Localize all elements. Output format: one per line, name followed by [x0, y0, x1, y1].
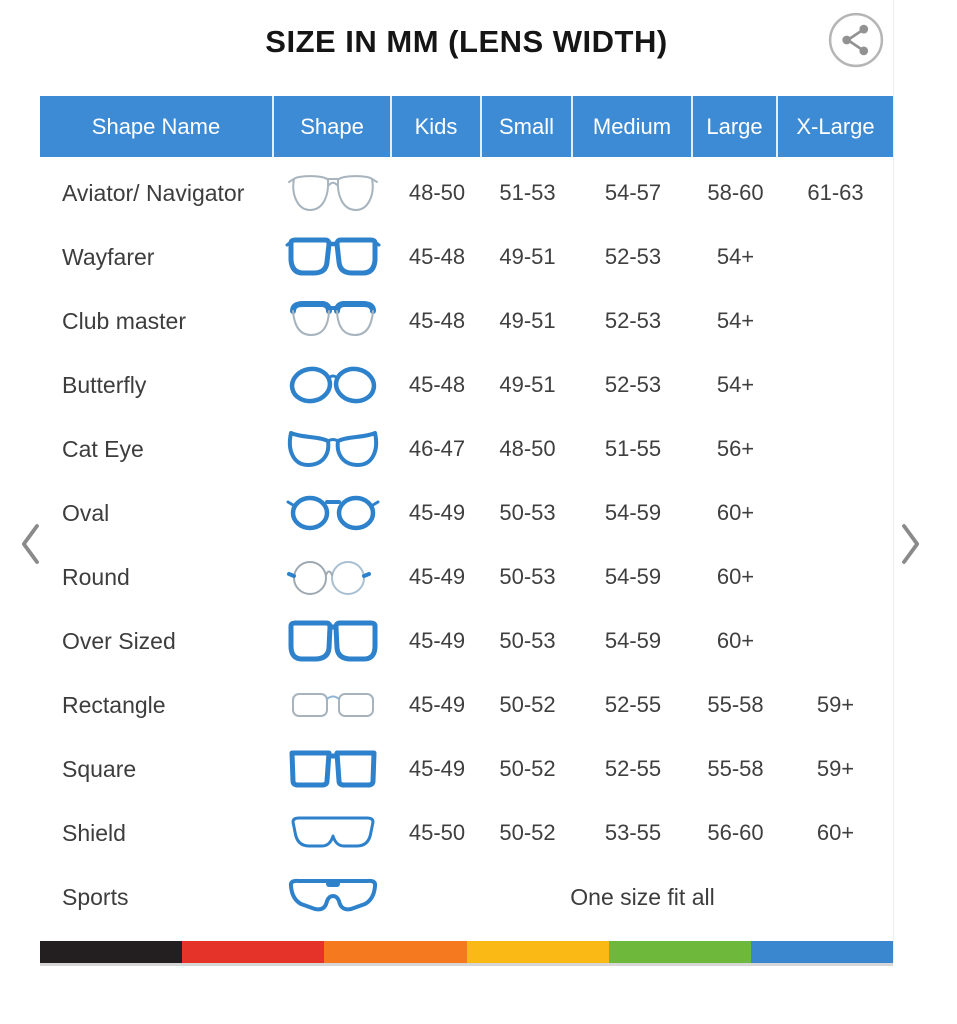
size-value-small: 49-51	[499, 244, 556, 269]
size-chart-widget	[40, 0, 893, 968]
size-value-kids: 45-49	[408, 692, 466, 717]
stripe-segment-1	[40, 941, 182, 963]
shape-name-label: Oval	[62, 499, 110, 526]
brand-color-stripe	[40, 941, 893, 963]
carousel-next-button[interactable]	[895, 520, 925, 568]
card-right-edge	[893, 0, 894, 962]
size-value-medium: 52-53	[604, 308, 662, 333]
column-header-shape: Shape	[274, 96, 392, 157]
butterfly-glasses-icon	[274, 361, 392, 409]
size-value-kids: 46-47	[408, 436, 466, 461]
table-row-butterfly	[40, 353, 893, 417]
size-value-small: 50-52	[499, 692, 556, 717]
size-value-kids: 45-48	[408, 308, 466, 333]
table-row-shield	[40, 801, 893, 865]
column-header-large: Large	[693, 96, 778, 157]
size-value-medium: 52-55	[604, 756, 662, 781]
carousel-prev-button[interactable]	[16, 520, 46, 568]
size-value-x-large: 61-63	[807, 180, 864, 205]
size-value-small: 50-53	[499, 564, 556, 589]
size-value-large: 56+	[716, 436, 755, 461]
cateye-glasses-icon	[274, 425, 392, 473]
size-value-large: 54+	[716, 308, 755, 333]
shape-name-label: Over Sized	[62, 627, 176, 654]
size-value-kids: 48-50	[408, 180, 466, 205]
table-row-wayfarer	[40, 225, 893, 289]
size-value-small: 50-52	[499, 820, 556, 845]
size-value-kids: 45-48	[408, 372, 466, 397]
table-row-aviator-navigator	[40, 161, 893, 225]
size-value-kids: 45-49	[408, 564, 466, 589]
share-button[interactable]	[827, 11, 885, 69]
table-row-oval	[40, 481, 893, 545]
size-value-large: 54+	[716, 372, 755, 397]
size-value-kids: 45-49	[408, 756, 466, 781]
size-value-medium: 52-55	[604, 692, 662, 717]
column-header-small: Small	[482, 96, 573, 157]
one-size-note: One size fit all	[570, 883, 715, 910]
size-value-kids: 45-50	[408, 820, 466, 845]
table-row-over-sized	[40, 609, 893, 673]
share-icon	[827, 57, 885, 72]
table-row-square	[40, 737, 893, 801]
size-value-large: 60+	[716, 628, 755, 653]
shape-name-label: Cat Eye	[62, 435, 144, 462]
size-value-small: 50-53	[499, 628, 556, 653]
oval-glasses-icon	[274, 489, 392, 537]
chevron-right-icon	[895, 556, 925, 571]
table-row-cat-eye	[40, 417, 893, 481]
size-value-large: 60+	[716, 564, 755, 589]
size-value-medium: 52-53	[604, 372, 662, 397]
size-value-x-large: 59+	[816, 692, 855, 717]
size-value-large: 54+	[716, 244, 755, 269]
size-value-medium: 52-53	[604, 244, 662, 269]
table-row-round	[40, 545, 893, 609]
size-value-medium: 54-57	[604, 180, 662, 205]
shape-name-label: Round	[62, 563, 130, 590]
size-value-small: 51-53	[499, 180, 556, 205]
size-value-small: 49-51	[499, 372, 556, 397]
stripe-segment-2	[182, 941, 324, 963]
size-value-medium: 54-59	[604, 564, 662, 589]
size-value-large: 55-58	[707, 756, 764, 781]
wayfarer-glasses-icon	[274, 233, 392, 281]
shape-name-label: Wayfarer	[62, 243, 155, 270]
chevron-left-icon	[16, 556, 46, 571]
round-glasses-icon	[274, 553, 392, 601]
size-value-medium: 51-55	[604, 436, 662, 461]
size-value-kids: 45-48	[408, 244, 466, 269]
column-header-kids: Kids	[392, 96, 482, 157]
size-value-large: 55-58	[707, 692, 764, 717]
square-glasses-icon	[274, 745, 392, 793]
column-header-medium: Medium	[573, 96, 693, 157]
stripe-segment-4	[467, 941, 609, 963]
size-value-kids: 45-49	[408, 628, 466, 653]
size-value-x-large: 60+	[816, 820, 855, 845]
size-value-medium: 53-55	[604, 820, 662, 845]
shape-name-label: Aviator/ Navigator	[62, 179, 245, 206]
table-row-sports	[40, 865, 893, 929]
shape-name-label: Club master	[62, 307, 186, 334]
size-value-medium: 54-59	[604, 628, 662, 653]
aviator-glasses-icon	[274, 169, 392, 217]
oversized-glasses-icon	[274, 617, 392, 665]
table-row-club-master	[40, 289, 893, 353]
shape-name-label: Butterfly	[62, 371, 147, 398]
size-value-small: 50-52	[499, 756, 556, 781]
column-header-x-large: X-Large	[796, 113, 875, 139]
sports-glasses-icon	[274, 873, 392, 921]
stripe-segment-5	[609, 941, 751, 963]
size-value-large: 56-60	[707, 820, 764, 845]
shape-name-label: Sports	[62, 883, 129, 910]
shape-name-label: Rectangle	[62, 691, 166, 718]
stripe-segment-3	[324, 941, 466, 963]
shape-name-label: Square	[62, 755, 137, 782]
shape-name-label: Shield	[62, 819, 126, 846]
size-value-small: 50-53	[499, 500, 556, 525]
shield-glasses-icon	[274, 809, 392, 857]
table-body	[40, 161, 893, 929]
size-value-kids: 45-49	[408, 500, 466, 525]
page-title: SIZE IN MM (LENS WIDTH)	[265, 24, 668, 59]
size-value-small: 48-50	[499, 436, 556, 461]
size-value-small: 49-51	[499, 308, 556, 333]
size-value-large: 58-60	[707, 180, 764, 205]
clubmaster-glasses-icon	[274, 297, 392, 345]
stripe-segment-6	[751, 941, 893, 963]
size-value-large: 60+	[716, 500, 755, 525]
rectangle-glasses-icon	[274, 681, 392, 729]
size-value-medium: 54-59	[604, 500, 662, 525]
column-header-shape-name: Shape Name	[40, 96, 274, 157]
size-value-x-large: 59+	[816, 756, 855, 781]
table-header	[40, 96, 893, 157]
table-row-rectangle	[40, 673, 893, 737]
